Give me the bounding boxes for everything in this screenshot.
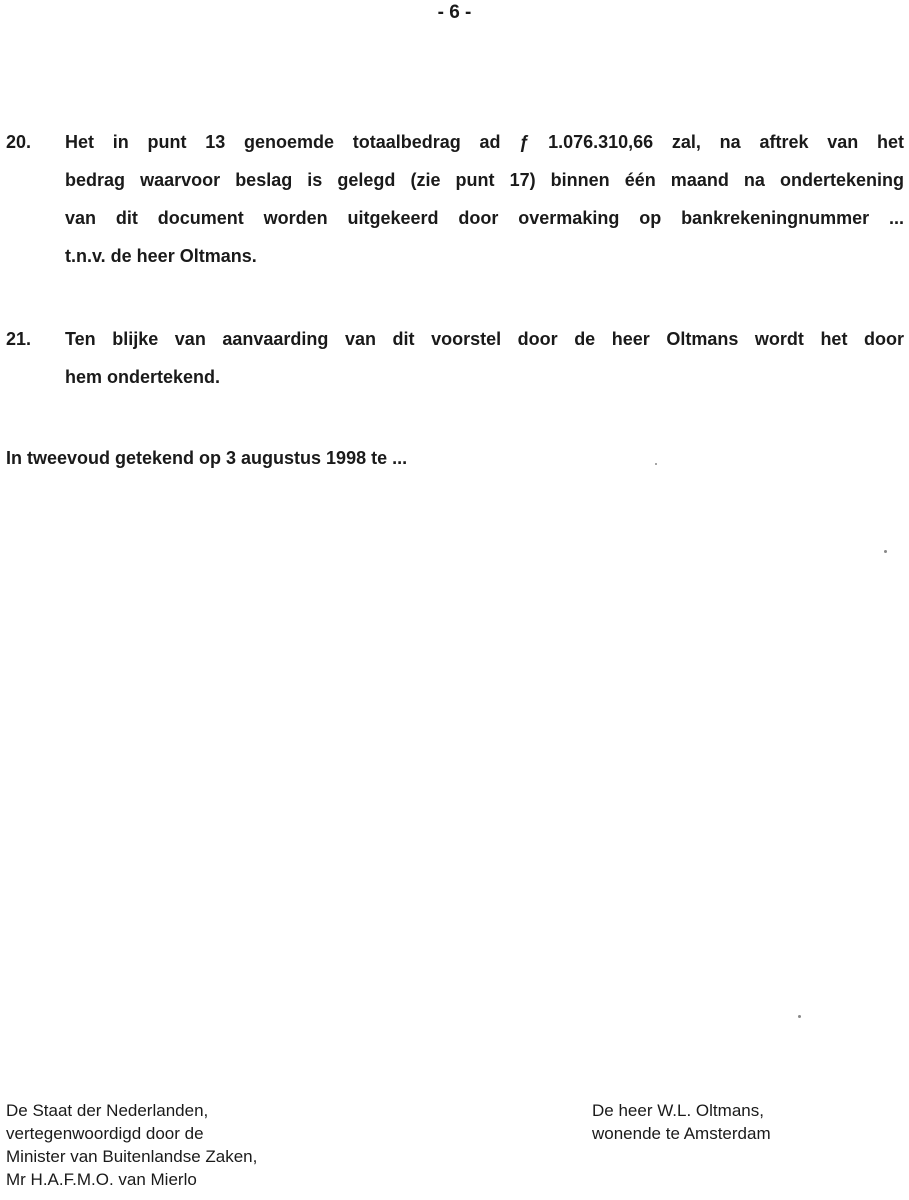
item-21 [6,320,904,396]
item-text [65,320,904,396]
closing-statement: In tweevoud getekend op 3 augustus 1998 te ... [6,448,408,468]
signature-line: Minister van Buitenlandse Zaken, [6,1147,258,1166]
item-number: 20. [6,132,32,152]
signature-line: De heer W.L. Oltmans, [592,1101,764,1120]
signature-line: Mr H.A.F.M.O. van Mierlo [6,1170,197,1189]
text-line: t.n.v. de heer Oltmans. [65,246,257,266]
page-number: - 6 - [437,2,472,23]
text-line: van dit document worden uitgekeerd door overmaking op bankrekeningnummer ... [65,208,904,228]
item-number: 21. [6,329,32,349]
text-line: bedrag waarvoor beslag is gelegd (zie punt 17) binnen één maand na ondertekening [65,170,904,190]
signature-block-state [6,1099,257,1191]
item-text [65,123,904,275]
scan-speck [655,463,657,465]
text-line: Ten blijke van aanvaarding van dit voorstel door de heer Oltmans wordt het door [65,329,904,349]
signature-line: vertegenwoordigd door de [6,1124,204,1143]
signature-block-oltmans [592,1099,771,1145]
item-20 [6,123,904,275]
text-line: Het in punt 13 genoemde totaalbedrag ad ƒ 1.076.310,66 zal, na aftrek van het [65,132,904,152]
signature-line: De Staat der Nederlanden, [6,1101,209,1120]
signature-line: wonende te Amsterdam [592,1124,771,1143]
scan-speck [798,1015,801,1018]
scan-speck [884,550,887,553]
text-line: hem ondertekend. [65,367,221,387]
